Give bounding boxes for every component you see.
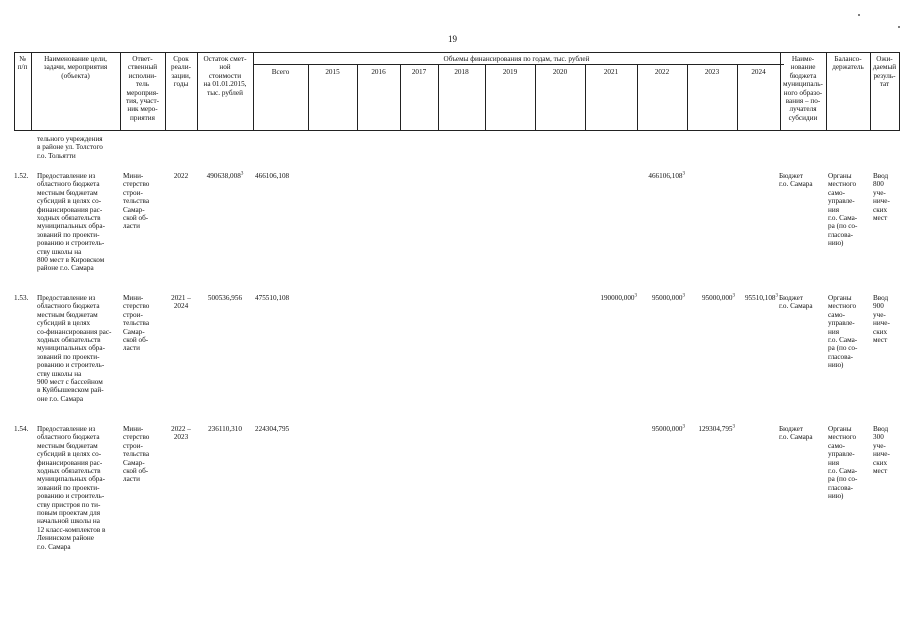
row-holder-line: ра (по со- (828, 222, 858, 231)
row-holder-line: местного (828, 433, 857, 442)
row-total-value: 466106,108 (255, 172, 290, 180)
row-balance (197, 294, 253, 302)
header-result-line: тат (879, 80, 890, 89)
row-name-line: субсидий в целях (37, 319, 91, 328)
continuation-text-line: г.о. Тольятти (37, 151, 76, 160)
row-executor-line: стерство (123, 180, 150, 189)
row-result (873, 172, 899, 222)
row-result-line: ских (873, 327, 888, 336)
continuation-text (37, 135, 122, 160)
row-holder-line: нию) (828, 239, 844, 248)
header-executor-line: тия, участ- (125, 97, 159, 106)
row-balance-value: 490638,008 (206, 172, 241, 180)
row-result (873, 425, 899, 475)
header-executor-line: исполни- (128, 71, 157, 80)
row-name-line: областного бюджета (37, 302, 100, 311)
row-result-line: уче- (873, 188, 886, 197)
header-result (870, 55, 899, 89)
row-executor-line: ской об- (123, 467, 149, 476)
row-2021-value: 190000,000 (600, 294, 635, 302)
row-number (14, 172, 36, 180)
row-holder-line: г.о. Сама- (828, 214, 858, 223)
footnote-mark: 3 (682, 171, 685, 177)
header-year: 2016 (371, 68, 386, 76)
row-name-line: ходных обязательств (37, 336, 101, 345)
header-year: 2019 (502, 68, 518, 76)
scan-speck (898, 26, 900, 28)
row-holder (828, 294, 870, 370)
row-name-line: ству школы на (37, 369, 82, 378)
header-name-line: Наименование цели, (44, 55, 107, 63)
header-balance-line: стоимости (208, 71, 242, 80)
row-holder-line: гласова- (828, 483, 854, 492)
column-rule (899, 52, 900, 131)
row-name-line: Предоставление из (37, 425, 96, 433)
row-result-line: ниче- (873, 197, 890, 206)
header-executor-line: Ответ- (132, 55, 153, 63)
row-name-line: 900 мест с бассейном (37, 378, 103, 387)
row-name-line: субсидий в целях со- (37, 450, 102, 459)
row-name-line: оне г.о. Самара (37, 394, 84, 403)
row-recipient-line: Бюджет (779, 172, 803, 180)
table-rule (14, 130, 899, 131)
row-recipient (779, 172, 827, 189)
row-holder-line: местного (828, 302, 857, 311)
row-number-value: 1.52. (14, 172, 29, 180)
row-name-line: муниципальных обра- (37, 475, 105, 484)
row-term (165, 294, 197, 311)
row-name-line: зований по проекти- (37, 352, 100, 361)
scan-speck (858, 14, 860, 16)
row-holder-line: местного (828, 180, 857, 189)
row-executor-line: стерство (123, 302, 150, 311)
header-recipient-line: Наиме- (791, 55, 815, 63)
header-result-line: даемый (872, 63, 897, 72)
row-recipient-line: Бюджет (779, 294, 803, 302)
header-executor-line: тель (135, 80, 150, 89)
row-name-line: зований по проекти- (37, 483, 100, 492)
row-holder-line: Органы (828, 172, 852, 180)
row-name-line: зований по проекти- (37, 230, 100, 239)
row-executor-line: тельства (123, 319, 150, 328)
row-total (255, 172, 307, 180)
row-holder-line: ра (по со- (828, 344, 858, 353)
row-name-line: областного бюджета (37, 433, 100, 442)
header-number-line: № (19, 55, 26, 63)
header-name-line: задачи, мероприятия (43, 63, 108, 72)
row-term (165, 425, 197, 442)
row-name-line: ходных обязательств (37, 214, 101, 223)
header-recipient-line: бюджета (789, 71, 817, 80)
row-holder-line: ния (828, 327, 839, 336)
row-executor-line: Самар- (123, 205, 145, 214)
header-term-line: годы (173, 80, 189, 89)
row-number-value: 1.53. (14, 294, 29, 302)
row-result-line: мест (873, 336, 888, 345)
header-holder-line: держатель (832, 63, 864, 72)
row-name-line: ходных обязательств (37, 467, 101, 476)
header-recipient-line: нование (790, 63, 816, 72)
row-executor-line: Самар- (123, 458, 145, 467)
row-executor-line: строи- (123, 188, 143, 197)
row-name-line: ству школы на (37, 247, 82, 256)
header-number (14, 55, 31, 72)
table-rule (14, 52, 899, 53)
row-term-line: 2023 (173, 433, 189, 442)
footnote-mark: 3 (775, 293, 778, 299)
continuation-text-line: тельного учреждения (37, 135, 103, 143)
row-name-line: районе г.о. Самара (37, 264, 94, 273)
footnote-mark: 3 (240, 171, 244, 177)
header-holder-line: Балансо- (834, 55, 862, 63)
row-result-line: уче- (873, 310, 886, 319)
row-2023-value: 95000,000 (701, 294, 733, 302)
row-executor (123, 172, 165, 231)
row-holder-line: ния (828, 458, 839, 467)
row-name-line: областного бюджета (37, 180, 100, 189)
header-recipient-line: субсидии (788, 113, 818, 122)
header-executor-line: ник меро- (127, 105, 158, 114)
row-result-line: 300 (873, 433, 884, 442)
column-rule (253, 52, 254, 131)
row-balance-value: 236110,310 (208, 425, 242, 433)
row-name (37, 425, 122, 551)
row-2022-value: 95000,000 (651, 425, 683, 433)
row-holder-line: управле- (828, 319, 855, 328)
header-holder (826, 55, 870, 72)
row-executor-line: стерство (123, 433, 150, 442)
row-total (255, 294, 307, 302)
header-result-line: Ожи- (876, 55, 893, 63)
header-year: 2024 (751, 68, 766, 76)
row-name-line: 800 мест в Кировском (37, 256, 105, 265)
row-name (37, 294, 122, 403)
header-term-line: Срок (173, 55, 189, 63)
header-recipient-line: муниципаль- (783, 80, 823, 89)
row-executor-line: Мини- (123, 425, 144, 433)
row-result-line: ских (873, 205, 888, 214)
row-recipient-line: г.о. Самара (779, 433, 813, 442)
header-year: 2023 (704, 68, 720, 76)
header-name (31, 55, 120, 80)
header-term-line: зации, (171, 71, 191, 80)
row-result-line: мест (873, 214, 888, 223)
row-recipient-line: г.о. Самара (779, 180, 813, 189)
row-2022 (618, 172, 685, 180)
header-balance-line: Остаток смет- (203, 55, 247, 63)
row-executor-line: ласти (123, 344, 140, 353)
row-holder-line: г.о. Сама- (828, 467, 858, 476)
row-balance-value: 500536,956 (207, 294, 243, 302)
header-year: 2017 (411, 68, 427, 76)
row-result-line: Ввод (873, 294, 889, 302)
row-holder-line: гласова- (828, 352, 854, 361)
row-name-line: финансирования рас- (37, 458, 103, 467)
row-executor (123, 425, 165, 484)
footnote-mark: 3 (682, 424, 685, 430)
header-year: 2020 (552, 68, 568, 76)
row-term-line: 2021 – (171, 294, 191, 302)
header-number-line: п/п (17, 63, 28, 72)
row-holder-line: нию) (828, 361, 844, 370)
header-recipient-line: лучателя (789, 105, 817, 114)
row-name-line: Ленинском районе (37, 534, 94, 543)
row-name-line: финансирования рас- (37, 205, 103, 214)
row-total (255, 425, 307, 433)
row-name-line: повым проектам для (37, 509, 101, 518)
header-executor (120, 55, 165, 122)
row-result (873, 294, 899, 344)
header-balance (197, 55, 253, 97)
header-name-line: (объекта) (61, 71, 90, 80)
row-term-line: 2022 – (171, 425, 191, 433)
footnote-mark: 3 (732, 293, 735, 299)
row-number-value: 1.54. (14, 425, 29, 433)
row-holder-line: г.о. Сама- (828, 336, 858, 345)
header-term (165, 55, 197, 89)
row-result-line: Ввод (873, 425, 889, 433)
row-result-line: уче- (873, 441, 886, 450)
header-result-line: резуль- (873, 71, 896, 80)
row-executor-line: Мини- (123, 294, 144, 302)
row-name-line: начальной школы на (37, 517, 100, 526)
row-number (14, 425, 36, 433)
row-executor-line: строи- (123, 310, 143, 319)
header-total: Всего (271, 68, 290, 76)
page-number: 19 (448, 34, 457, 44)
row-2023-value: 129304,795 (698, 425, 733, 433)
row-name-line: местным бюджетам (37, 310, 98, 319)
row-executor-line: тельства (123, 450, 150, 459)
header-recipient-line: вания – по- (785, 97, 821, 106)
footnote-mark: 3 (682, 293, 685, 299)
row-holder-line: гласова- (828, 230, 854, 239)
row-holder (828, 425, 870, 501)
row-recipient-line: г.о. Самара (779, 302, 813, 311)
row-holder-line: Органы (828, 425, 852, 433)
row-holder-line: нию) (828, 492, 844, 501)
row-name-line: в Куйбышевском рай- (37, 386, 104, 395)
footnote-mark: 3 (634, 293, 637, 299)
row-name-line: ству пристроя по ти- (37, 500, 101, 509)
row-name (37, 172, 122, 273)
continuation-text-line: в районе ул. Толстого (37, 143, 103, 152)
row-recipient (779, 425, 827, 442)
header-balance-line: на 01.01.2015, (203, 80, 247, 89)
header-balance-line: тыс. рублей (207, 88, 243, 97)
header-executor-line: ственный (127, 63, 158, 72)
row-executor-line: ласти (123, 475, 140, 484)
row-executor-line: Мини- (123, 172, 144, 180)
row-number (14, 294, 36, 302)
header-balance-line: ной (219, 63, 231, 72)
row-name-line: г.о. Самара (37, 542, 71, 551)
row-name-line: Предоставление из (37, 294, 96, 302)
row-holder-line: само- (828, 310, 846, 319)
row-name-line: 12 класс-комплектов в (37, 525, 106, 534)
header-year: 2018 (454, 68, 469, 76)
row-executor-line: ской об- (123, 214, 149, 223)
header-year: 2021 (603, 68, 619, 76)
header-year: 2022 (654, 68, 670, 76)
row-recipient-line: Бюджет (779, 425, 803, 433)
header-recipient (780, 55, 826, 122)
header-year: 2015 (325, 68, 340, 76)
header-funding: Объемы финансирования по годам, тыс. рублей (443, 55, 590, 63)
row-name-line: местным бюджетам (37, 441, 98, 450)
row-result-line: 900 (873, 302, 884, 311)
row-name-line: субсидий в целях со- (37, 197, 102, 206)
row-recipient (779, 294, 827, 311)
row-name-line: муниципальных обра- (37, 344, 105, 353)
row-name-line: рованию и строитель- (37, 492, 105, 501)
row-name-line: рованию и строитель- (37, 239, 105, 248)
row-executor (123, 294, 165, 353)
row-holder-line: управле- (828, 197, 855, 206)
row-executor-line: ласти (123, 222, 140, 231)
row-name-line: рованию и строитель- (37, 361, 105, 370)
header-executor-line: приятия (130, 113, 155, 122)
row-name-line: Предоставление из (37, 172, 96, 180)
row-holder-line: ра (по со- (828, 475, 858, 484)
row-result-line: 800 (873, 180, 884, 189)
header-recipient-line: ного образо- (783, 88, 823, 97)
row-balance (197, 425, 253, 433)
row-result-line: мест (873, 467, 888, 476)
row-executor-line: тельства (123, 197, 150, 206)
row-2024-value: 95510,108 (744, 294, 776, 302)
row-result-line: ниче- (873, 450, 890, 459)
row-name-line: муниципальных обра- (37, 222, 105, 231)
row-2024 (716, 294, 778, 302)
row-result-line: ских (873, 458, 888, 467)
row-holder (828, 172, 870, 248)
row-executor-line: строи- (123, 441, 143, 450)
row-balance (197, 172, 253, 180)
row-total-value: 224304,795 (255, 425, 290, 433)
row-holder-line: ния (828, 205, 839, 214)
table-rule (253, 64, 784, 65)
row-2022-value: 466106,108 (648, 172, 683, 180)
row-total-value: 475510,108 (255, 294, 290, 302)
row-name-line: местным бюджетам (37, 188, 98, 197)
row-result-line: ниче- (873, 319, 890, 328)
footnote-mark: 3 (732, 424, 735, 430)
header-term-line: реали- (171, 63, 191, 72)
row-holder-line: управле- (828, 450, 855, 459)
row-term-line: 2022 (173, 172, 189, 180)
row-executor-line: Самар- (123, 327, 145, 336)
row-name-line: со-финансирования рас- (37, 327, 112, 336)
row-2022-value: 95000,000 (651, 294, 683, 302)
row-holder-line: само- (828, 188, 846, 197)
row-result-line: Ввод (873, 172, 889, 180)
row-holder-line: Органы (828, 294, 852, 302)
row-executor-line: ской об- (123, 336, 149, 345)
row-holder-line: само- (828, 441, 846, 450)
row-2023 (668, 425, 735, 433)
header-executor-line: мероприя- (126, 88, 159, 97)
row-term-line: 2024 (173, 302, 189, 311)
row-term (165, 172, 197, 180)
